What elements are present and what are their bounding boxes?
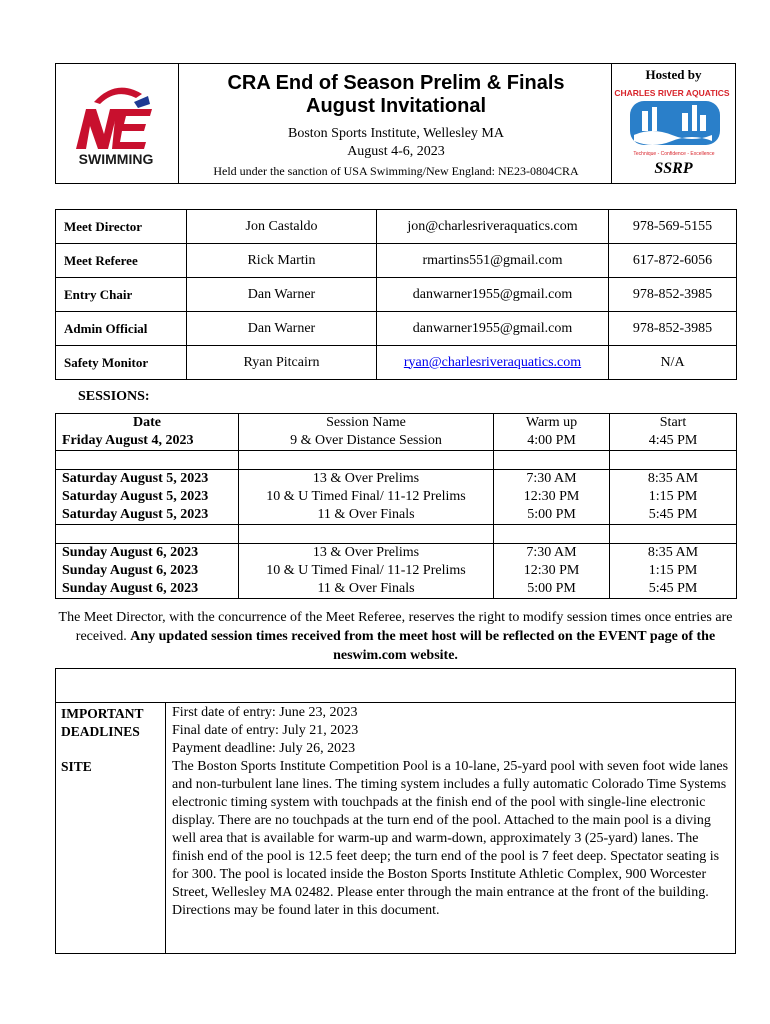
sanction: Held under the sanction of USA Swimming/New England: NE23-0804CRA <box>213 164 579 178</box>
session-warmup: 4:00 PM <box>527 433 576 448</box>
session-warmup: 7:30 AM <box>494 470 610 489</box>
table-row <box>56 506 737 525</box>
session-name: 9 & Over Distance Session <box>290 433 442 448</box>
header-date: Date <box>133 415 161 430</box>
table-row <box>56 346 737 380</box>
session-start: 5:45 PM <box>610 580 737 599</box>
table-row <box>56 210 737 244</box>
table-row <box>56 470 737 489</box>
header-warmup: Warm up <box>525 415 578 430</box>
contact-email: danwarner1955@gmail.com <box>377 278 609 312</box>
role-label: Entry Chair <box>56 278 187 312</box>
table-row <box>56 312 737 346</box>
contact-name: Rick Martin <box>187 244 377 278</box>
host-abbreviation: SSRP <box>654 160 693 177</box>
table-row <box>56 244 737 278</box>
contact-name: Dan Warner <box>187 312 377 346</box>
deadline-item: Final date of entry: July 21, 2023 <box>172 723 359 738</box>
contact-email <box>377 346 609 380</box>
session-warmup: 12:30 PM <box>494 488 610 506</box>
contact-phone: N/A <box>609 346 737 380</box>
table-row <box>56 580 737 599</box>
svg-text:SWIMMING: SWIMMING <box>78 151 154 167</box>
session-name: 13 & Over Prelims <box>239 470 494 489</box>
contact-name: Jon Castaldo <box>187 210 377 244</box>
sessions-table <box>55 413 737 599</box>
deadline-item: Payment deadline: July 26, 2023 <box>172 741 356 756</box>
session-start: 1:15 PM <box>610 488 737 506</box>
session-start: 4:45 PM <box>648 433 698 448</box>
session-start: 5:45 PM <box>610 506 737 525</box>
role-label: Safety Monitor <box>56 346 187 380</box>
venue: Boston Sports Institute, Wellesley MA <box>287 126 504 141</box>
contact-phone: 978-852-3985 <box>609 278 737 312</box>
session-name: 11 & Over Finals <box>239 506 494 525</box>
session-date: Sunday August 6, 2023 <box>56 544 239 563</box>
contact-email: jon@charlesriveraquatics.com <box>377 210 609 244</box>
officials-table <box>55 209 737 380</box>
svg-text:CHARLES RIVER AQUATICS: CHARLES RIVER AQUATICS <box>614 88 730 98</box>
session-warmup: 5:00 PM <box>494 506 610 525</box>
session-date: Saturday August 5, 2023 <box>56 506 239 525</box>
table-row <box>56 488 737 506</box>
session-date: Friday August 4, 2023 <box>62 433 194 448</box>
session-start: 1:15 PM <box>610 562 737 580</box>
site-label: SITE <box>61 759 92 774</box>
spacer-row <box>56 451 737 470</box>
notice-text: The Meet Director, with the concurrence of the Meet Referee, reserves the right to modify session times once entries are received. <box>58 610 733 644</box>
session-date: Sunday August 6, 2023 <box>56 580 239 599</box>
session-name: 13 & Over Prelims <box>239 544 494 563</box>
ne-swimming-logo-cell <box>56 64 179 183</box>
contact-phone: 978-852-3985 <box>609 312 737 346</box>
table-row <box>56 562 737 580</box>
svg-text:Technique - Confidence - Excel: Technique - Confidence - Excellence <box>633 151 715 157</box>
site-description: The Boston Sports Institute Competition Pool is a 10-lane, 25-yard pool with seven foot wide lanes and non-turbulent lane lines. The timing system includes a fully automatic Colorado Time Systems electronic timing system with touchpads at the finish end of the pool with single-line electronic display. There are no touchpads at the turn end of the pool. Attached to the main pool is a diving well area that is available for warm-up and warm-down, approximately 3 (25-yard) lanes. The finish end of the pool is 12.5 feet deep; the turn end of the pool is 7 feet deep. Spectator seating is for 300. The pool is located inside the Boston Sports Institute Athletic Complex, 900 Worcester Street, Wellesley MA 02482. Please enter through the main entrance at the front of the building. Directions may be found later in this document. <box>172 759 729 918</box>
hosted-by: Hosted by <box>645 67 702 82</box>
email-link[interactable]: ryan@charlesriveraquatics.com <box>403 354 582 370</box>
meet-dates: August 4-6, 2023 <box>347 144 445 159</box>
spacer-row <box>56 525 737 544</box>
table-row <box>56 414 737 451</box>
title-block <box>178 72 614 179</box>
session-date: Saturday August 5, 2023 <box>56 488 239 506</box>
notice-bold-text: Any updated session times received from the meet host will be reflected on the EVENT page of the neswim.com website. <box>130 629 716 663</box>
role-label: Admin Official <box>56 312 187 346</box>
header-session-name: Session Name <box>326 415 406 430</box>
session-warmup: 7:30 AM <box>494 544 610 563</box>
title-line-2: August Invitational <box>306 95 486 117</box>
session-warmup: 12:30 PM <box>494 562 610 580</box>
contact-name: Dan Warner <box>187 278 377 312</box>
sessions-heading: SESSIONS: <box>78 389 150 404</box>
header-start: Start <box>659 415 687 430</box>
deadlines-list <box>172 704 732 758</box>
session-name: 11 & Over Finals <box>239 580 494 599</box>
title-line-1: CRA End of Season Prelim & Finals <box>227 72 565 94</box>
session-name: 10 & U Timed Final/ 11-12 Prelims <box>239 488 494 506</box>
deadlines-label-line-2: DEADLINES <box>61 724 140 739</box>
contact-name: Ryan Pitcairn <box>187 346 377 380</box>
role-label: Meet Director <box>56 210 187 244</box>
session-notice <box>55 608 736 665</box>
session-warmup: 5:00 PM <box>494 580 610 599</box>
session-date: Sunday August 6, 2023 <box>56 562 239 580</box>
session-date: Saturday August 5, 2023 <box>56 470 239 489</box>
blank-row <box>56 669 735 703</box>
deadline-item: First date of entry: June 23, 2023 <box>172 705 358 720</box>
role-label: Meet Referee <box>56 244 187 278</box>
ne-swimming-logo <box>56 64 178 183</box>
table-row <box>56 544 737 563</box>
info-box <box>55 668 736 954</box>
session-name: 10 & U Timed Final/ 11-12 Prelims <box>239 562 494 580</box>
session-start: 8:35 AM <box>610 544 737 563</box>
contact-phone: 978-569-5155 <box>609 210 737 244</box>
contact-phone: 617-872-6056 <box>609 244 737 278</box>
table-row <box>56 278 737 312</box>
host-cell <box>611 64 735 183</box>
contact-email: rmartins551@gmail.com <box>377 244 609 278</box>
meet-header <box>55 63 736 184</box>
deadlines-label-line-1: IMPORTANT <box>61 706 144 721</box>
contact-email: danwarner1955@gmail.com <box>377 312 609 346</box>
session-start: 8:35 AM <box>610 470 737 489</box>
deadlines-label <box>61 705 144 741</box>
charles-river-aquatics-logo <box>612 83 733 161</box>
